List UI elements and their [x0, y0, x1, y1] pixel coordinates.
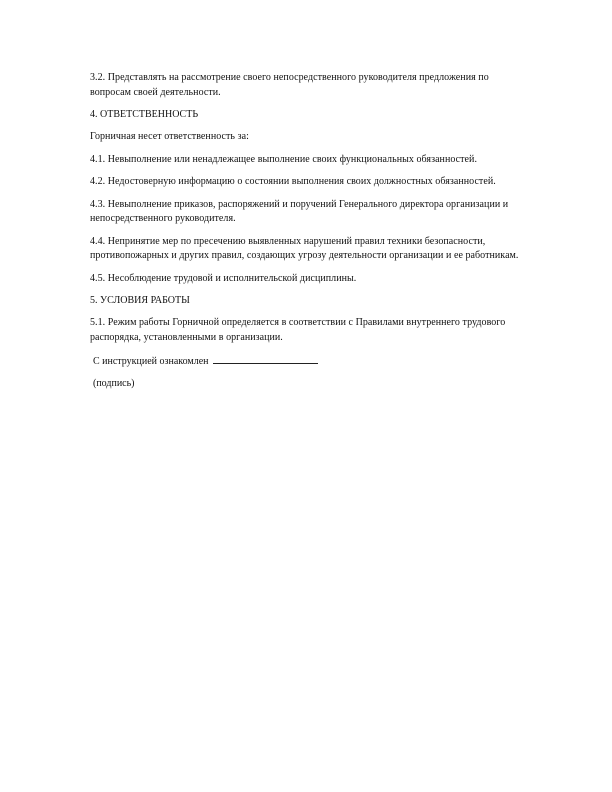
paragraph-4-4: 4.4. Непринятие мер по пресечению выявленных нарушений правил техники безопасности, противопожарных и других правил, создающих угрозу деятельности организации и ее работникам.	[90, 235, 519, 261]
acknowledgement-line	[93, 353, 530, 369]
acknowledgement-text: С инструкцией ознакомлен	[93, 356, 209, 367]
paragraph-4-1: 4.1. Невыполнение или ненадлежащее выполнение своих функциональных обязанностей.	[90, 153, 478, 165]
paragraph-3-2: 3.2. Представлять на рассмотрение своего непосредственного руководителя предложения по вопросам своей деятельности.	[90, 72, 489, 98]
responsibility-intro: Горничная несет ответственность за:	[90, 131, 249, 142]
section-heading-work-conditions: 5. УСЛОВИЯ РАБОТЫ	[90, 295, 190, 306]
document-page	[90, 71, 530, 391]
signature-caption: (подпись)	[93, 378, 135, 389]
paragraph-4-5: 4.5. Несоблюдение трудовой и исполнительской дисциплины.	[90, 272, 357, 284]
section-heading-responsibility: 4. ОТВЕТСТВЕННОСТЬ	[90, 109, 199, 120]
signature-underline	[213, 353, 318, 364]
paragraph-5-1: 5.1. Режим работы Горничной определяется в соответствии с Правилами внутреннего трудового распорядка, установленными в организации.	[90, 317, 506, 343]
paragraph-4-2: 4.2. Недостоверную информацию о состоянии выполнения своих должностных обязанностей.	[90, 176, 496, 187]
paragraph-4-3: 4.3. Невыполнение приказов, распоряжений и поручений Генерального директора организации и непосредственного руководителя.	[90, 198, 509, 224]
